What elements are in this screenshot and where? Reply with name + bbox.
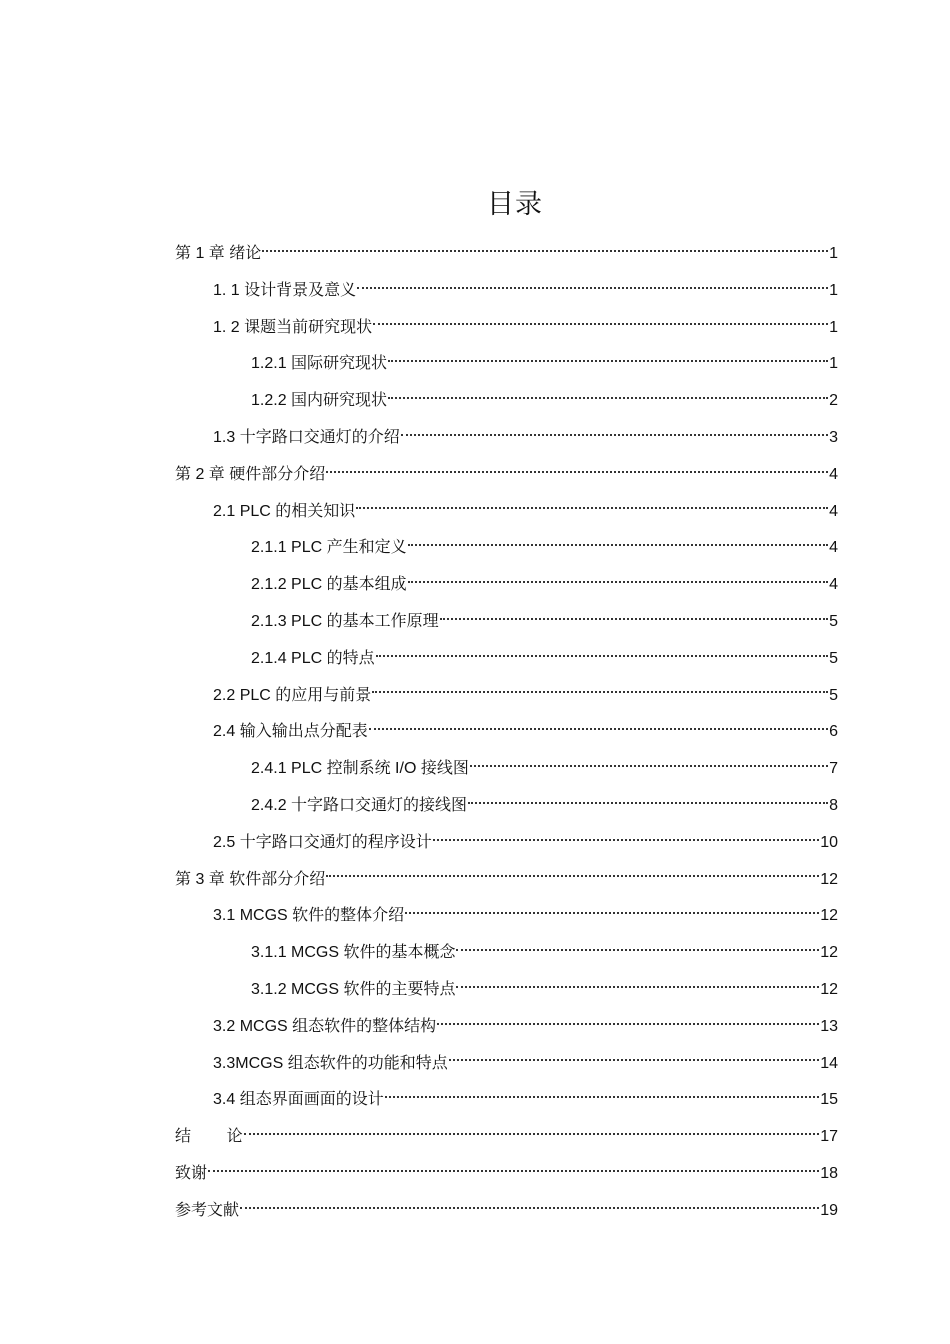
toc-entry-label: 1. 1 设计背景及意义 xyxy=(213,281,357,299)
toc-leader-dots xyxy=(372,690,828,693)
toc-entry-page: 5 xyxy=(829,686,838,704)
page-title: 目录 xyxy=(487,189,543,220)
toc-entry[interactable] xyxy=(175,530,838,567)
table-of-contents xyxy=(175,236,838,1230)
toc-entry[interactable] xyxy=(175,935,838,972)
toc-leader-dots xyxy=(240,1206,819,1209)
toc-entry[interactable] xyxy=(175,641,838,678)
toc-leader-dots xyxy=(449,1058,820,1061)
toc-entry[interactable] xyxy=(175,273,838,310)
toc-entry[interactable] xyxy=(175,346,838,383)
toc-entry-label: 第 1 章 绪论 xyxy=(175,245,262,262)
toc-entry-label: 3.2 MCGS 组态软件的整体结构 xyxy=(213,1017,437,1035)
toc-entry-page: 8 xyxy=(829,796,838,814)
toc-leader-dots xyxy=(401,433,828,436)
toc-leader-dots xyxy=(385,1095,820,1098)
toc-entry-label: 2.4.2 十字路口交通灯的接线图 xyxy=(251,796,468,814)
toc-entry-page: 12 xyxy=(820,870,838,888)
toc-entry-page: 4 xyxy=(829,502,838,520)
toc-entry-label: 3.1.1 MCGS 软件的基本概念 xyxy=(251,944,456,962)
toc-entry[interactable] xyxy=(175,420,838,457)
toc-entry-page: 1 xyxy=(829,355,838,373)
toc-entry-label: 2.1.1 PLC 产生和定义 xyxy=(251,539,407,557)
toc-entry-page: 12 xyxy=(820,944,838,962)
toc-entry-label: 第 2 章 硬件部分介绍 xyxy=(175,465,326,483)
toc-leader-dots xyxy=(470,764,828,767)
toc-entry[interactable] xyxy=(175,788,838,825)
toc-entry-label: 2.1.2 PLC 的基本组成 xyxy=(251,576,407,594)
toc-entry-page: 1 xyxy=(829,245,838,262)
toc-entry-label: 1.3 十字路口交通灯的介绍 xyxy=(213,428,400,446)
toc-leader-dots xyxy=(208,1169,819,1172)
toc-entry-page: 14 xyxy=(820,1054,838,1072)
toc-entry-label: 致谢 xyxy=(175,1164,208,1182)
toc-leader-dots xyxy=(369,727,828,730)
toc-leader-dots xyxy=(456,985,819,988)
toc-entry-page: 3 xyxy=(829,428,838,446)
toc-entry[interactable] xyxy=(175,751,838,788)
toc-entry-label: 3.1.2 MCGS 软件的主要特点 xyxy=(251,980,456,998)
toc-entry[interactable] xyxy=(175,567,838,604)
toc-entry[interactable] xyxy=(175,1046,838,1083)
toc-entry-label: 1.2.2 国内研究现状 xyxy=(251,392,388,410)
toc-leader-dots xyxy=(440,617,828,620)
toc-entry-label: 2.1.3 PLC 的基本工作原理 xyxy=(251,612,439,630)
toc-entry-label: 3.3MCGS 组态软件的功能和特点 xyxy=(213,1054,448,1072)
toc-entry[interactable] xyxy=(175,1156,838,1193)
toc-leader-dots xyxy=(376,654,828,657)
toc-leader-dots xyxy=(357,286,828,289)
toc-entry[interactable] xyxy=(175,604,838,641)
toc-leader-dots xyxy=(356,506,828,509)
toc-entry-page: 12 xyxy=(820,907,838,925)
toc-entry[interactable] xyxy=(175,383,838,420)
toc-leader-dots xyxy=(433,838,820,841)
toc-entry[interactable] xyxy=(175,825,838,862)
toc-entry[interactable] xyxy=(175,457,838,494)
toc-entry-page: 1 xyxy=(829,281,838,299)
toc-entry-page: 7 xyxy=(829,760,838,778)
toc-entry-label: 结 论 xyxy=(175,1128,243,1146)
toc-leader-dots xyxy=(388,396,828,399)
toc-entry-page: 13 xyxy=(820,1017,838,1035)
toc-leader-dots xyxy=(244,1132,820,1135)
toc-leader-dots xyxy=(408,580,828,583)
toc-entry[interactable] xyxy=(175,1082,838,1119)
toc-entry-page: 15 xyxy=(820,1091,838,1109)
toc-entry[interactable] xyxy=(175,678,838,715)
toc-entry-page: 10 xyxy=(820,833,838,851)
toc-entry[interactable] xyxy=(175,1009,838,1046)
toc-entry[interactable] xyxy=(175,236,838,273)
toc-entry[interactable] xyxy=(175,1193,838,1230)
toc-leader-dots xyxy=(326,470,828,473)
toc-entry-page: 1 xyxy=(829,318,838,336)
toc-entry-label: 3.1 MCGS 软件的整体介绍 xyxy=(213,907,405,925)
toc-entry-page: 2 xyxy=(829,392,838,410)
toc-entry-page: 19 xyxy=(820,1201,838,1219)
toc-entry-label: 2.2 PLC 的应用与前景 xyxy=(213,686,372,704)
toc-leader-dots xyxy=(326,874,819,877)
toc-entry[interactable] xyxy=(175,972,838,1009)
toc-entry-page: 6 xyxy=(829,723,838,741)
toc-leader-dots xyxy=(262,249,828,252)
toc-entry-label: 1. 2 课题当前研究现状 xyxy=(213,318,373,336)
toc-leader-dots xyxy=(437,1022,819,1025)
toc-entry[interactable] xyxy=(175,310,838,347)
toc-entry-label: 2.4.1 PLC 控制系统 I/O 接线图 xyxy=(251,760,469,778)
toc-entry-label: 2.4 输入输出点分配表 xyxy=(213,723,368,741)
toc-leader-dots xyxy=(456,948,819,951)
toc-leader-dots xyxy=(468,801,828,804)
toc-entry-page: 5 xyxy=(829,612,838,630)
toc-entry[interactable] xyxy=(175,494,838,531)
toc-entry-page: 4 xyxy=(829,465,838,483)
toc-entry-page: 17 xyxy=(820,1128,838,1146)
toc-leader-dots xyxy=(405,911,819,914)
toc-entry-label: 第 3 章 软件部分介绍 xyxy=(175,870,326,888)
toc-entry-page: 4 xyxy=(829,576,838,594)
toc-entry[interactable] xyxy=(175,1119,838,1156)
toc-entry-label: 2.1 PLC 的相关知识 xyxy=(213,502,356,520)
toc-entry-label: 1.2.1 国际研究现状 xyxy=(251,355,388,373)
toc-entry-label: 2.1.4 PLC 的特点 xyxy=(251,649,375,667)
toc-leader-dots xyxy=(388,359,828,362)
toc-entry[interactable] xyxy=(175,862,838,899)
toc-leader-dots xyxy=(408,543,828,546)
toc-entry[interactable] xyxy=(175,714,838,751)
toc-entry-label: 参考文献 xyxy=(175,1201,240,1219)
toc-entry-label: 2.5 十字路口交通灯的程序设计 xyxy=(213,833,432,851)
toc-entry-label: 3.4 组态界面画面的设计 xyxy=(213,1091,384,1109)
toc-entry-page: 4 xyxy=(829,539,838,557)
toc-entry-page: 5 xyxy=(829,649,838,667)
toc-entry-page: 18 xyxy=(820,1164,838,1182)
toc-entry[interactable] xyxy=(175,898,838,935)
toc-entry-page: 12 xyxy=(820,980,838,998)
toc-leader-dots xyxy=(373,322,828,325)
